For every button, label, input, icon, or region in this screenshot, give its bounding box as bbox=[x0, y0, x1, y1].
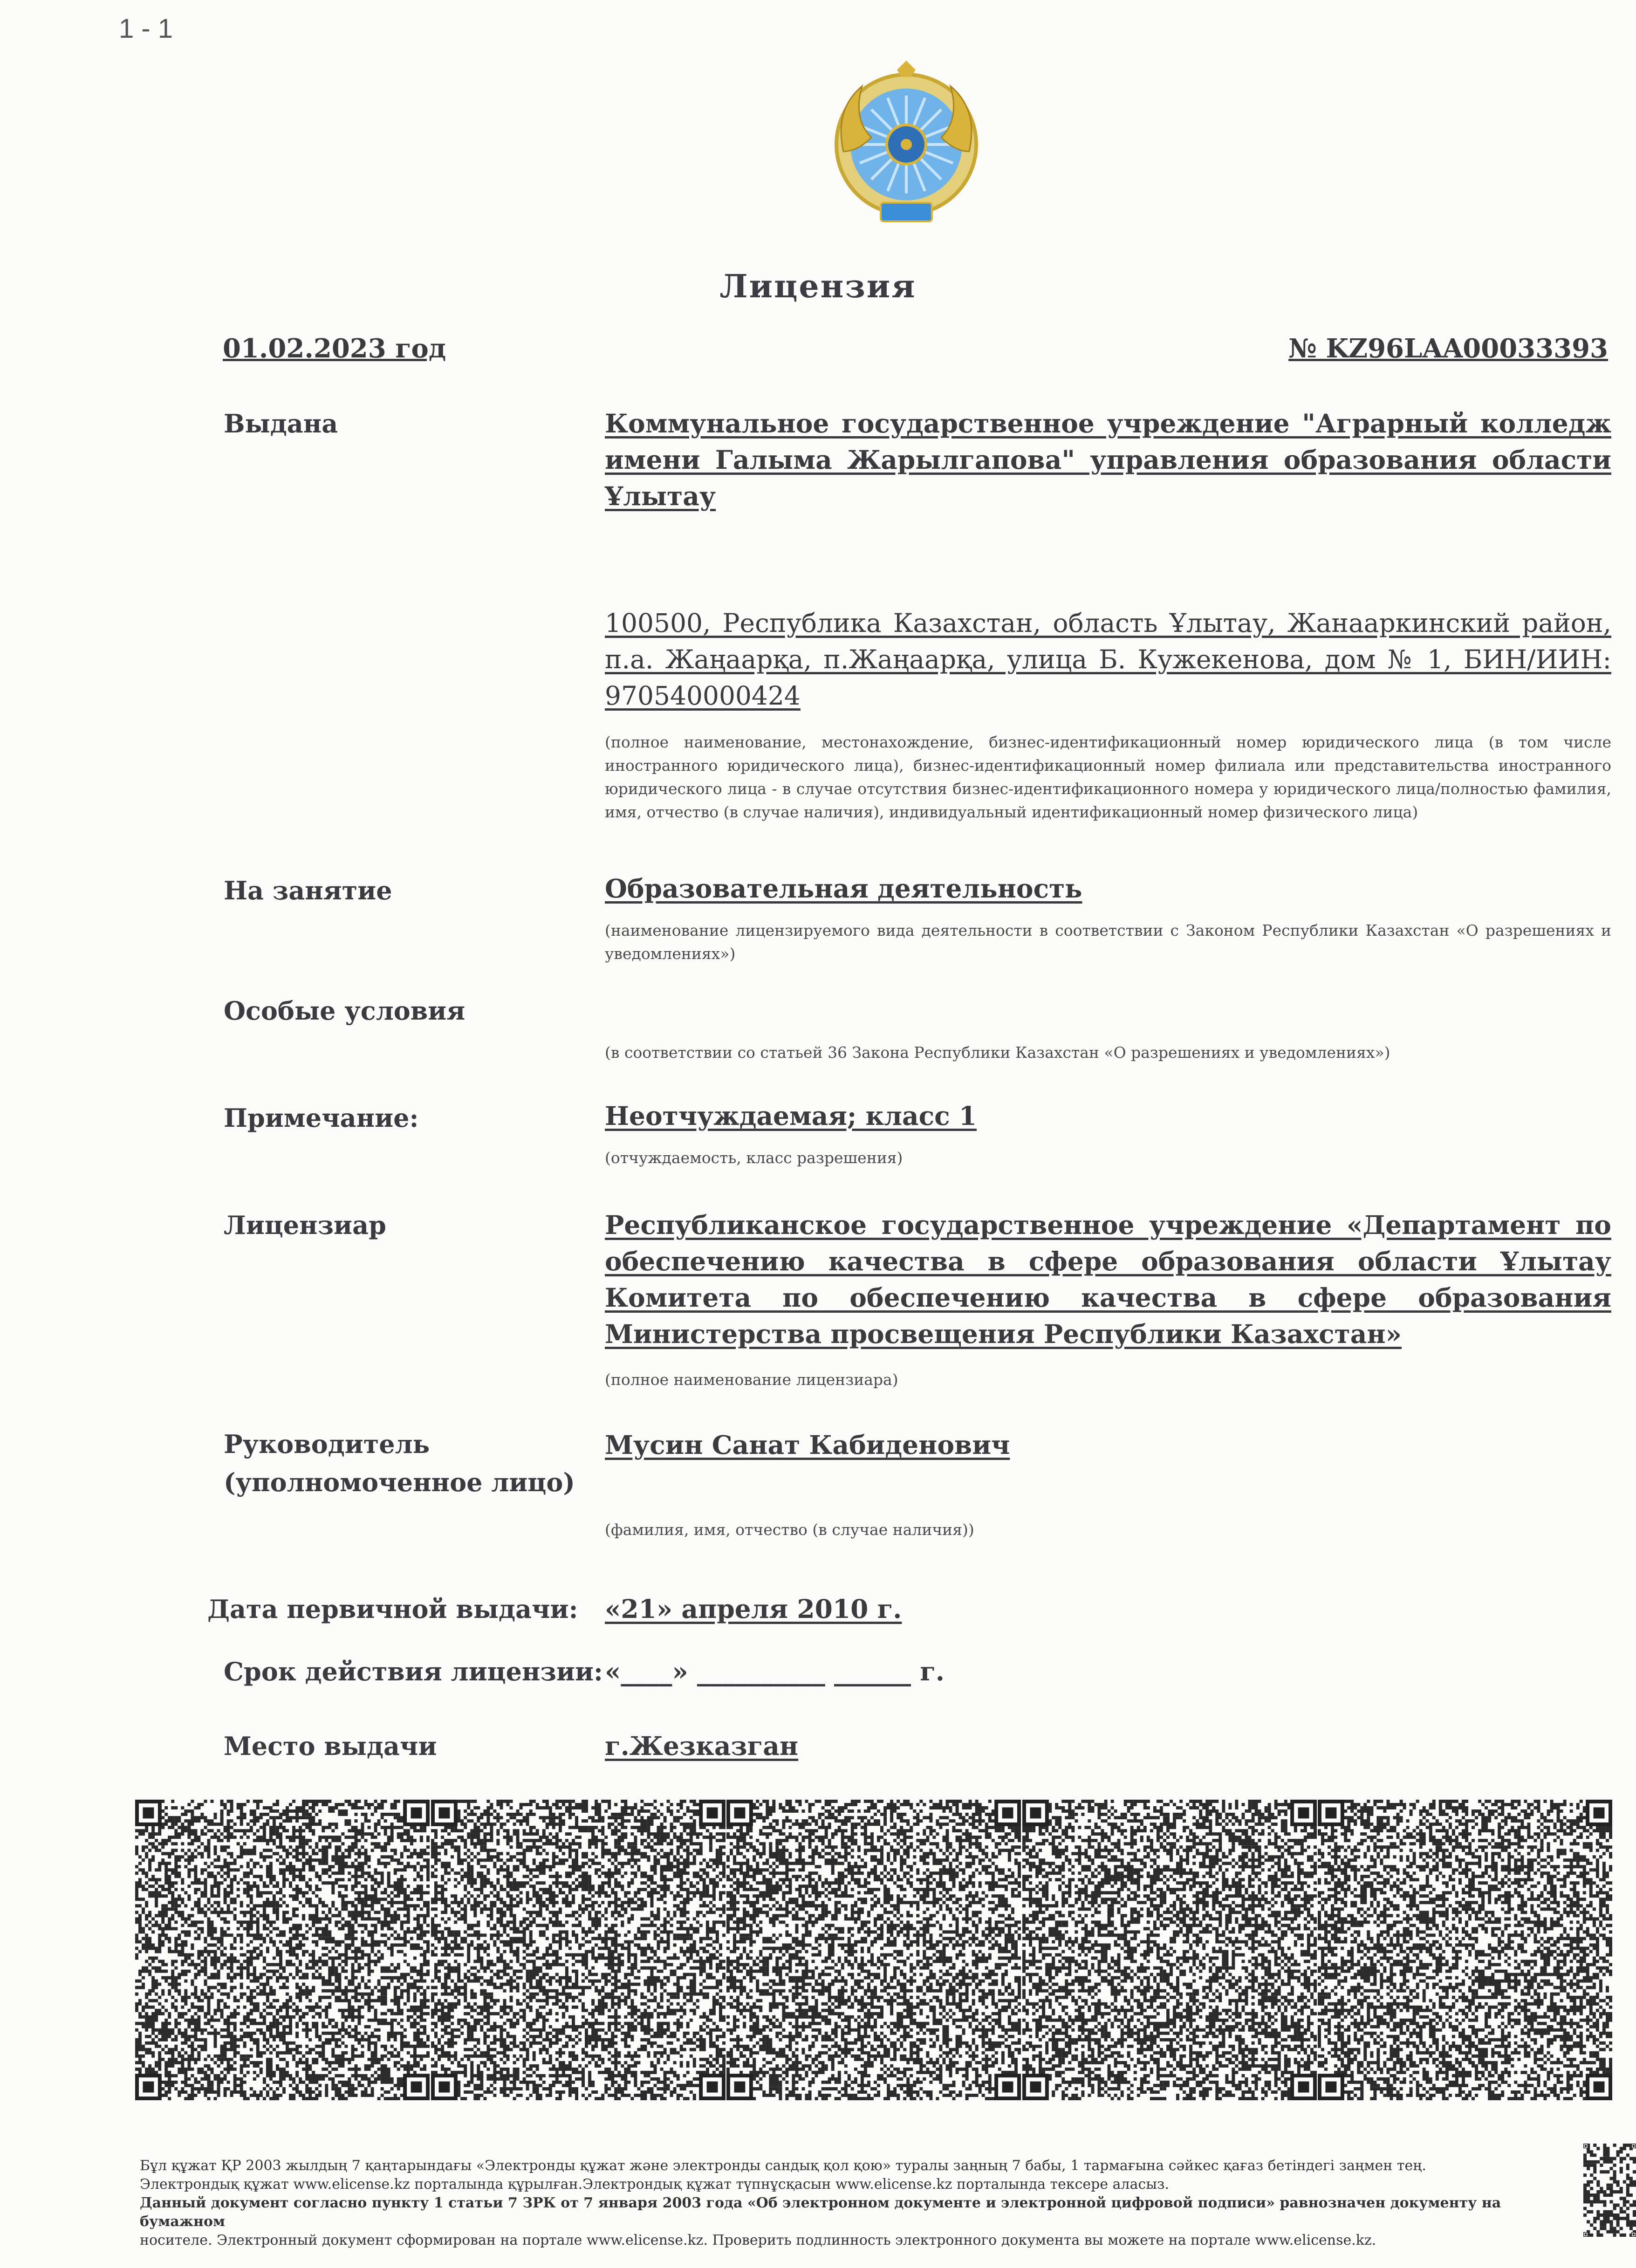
special-conditions-label: Особые условия bbox=[224, 996, 465, 1026]
head-value: Мусин Санат Кабиденович bbox=[605, 1430, 1010, 1460]
state-emblem-icon bbox=[820, 58, 993, 231]
footer-legal-text: Бұл құжат ҚР 2003 жылдың 7 қаңтарындағы «Электронды құжат және электронды сандық қол қою» туралы заңның 7 бабы, 1 тармағына сәйкес қағаз бетіндегі заңмен тең. Электрондық құжат www.elicense.kz порталында құрылған.Электрондық құжат түпнұсқасын www.elicense.kz порталында тексере аласыз. Данный документ согласно пункту 1 статьи 7 ЗРК от 7 января 2003 года «Об электронном документе и электронной цифровой подписи» равнозначен документу на бумажном носителе. Электронный документ сформирован на портале www.elicense.kz. Проверить подлинность электронного документа вы можете на портале www.elicense.kz. bbox=[140, 2158, 1501, 2248]
place-label: Место выдачи bbox=[224, 1731, 437, 1761]
licensor-hint: (полное наименование лицензиара) bbox=[605, 1370, 898, 1389]
document-title: Лицензия bbox=[719, 268, 917, 305]
qr-code bbox=[1318, 1800, 1612, 2100]
licensor-label: Лицензиар bbox=[224, 1210, 386, 1240]
activity-hint: (наименование лицензируемого вида деятельности в соответствии с Законом Республики Казахстан «О разрешениях и уведомлениях») bbox=[605, 921, 1611, 963]
validity-label: Срок действия лицензии: bbox=[224, 1657, 603, 1686]
issued-to-hint: (полное наименование, местонахождение, бизнес-идентификационный номер юридического лица (в том числе иностранного юридического лица), бизнес-идентификационный номер филиала или представительства иностранного юридического лица - в случае отсутствия бизнес-идентификационного номера у юридического лица/полностью фамилия, имя, отчество (в случае наличия), индивидуальный идентификационный номер физического лица) bbox=[605, 733, 1611, 821]
place-value: г.Жезказган bbox=[605, 1731, 799, 1761]
activity-value: Образовательная деятельность bbox=[605, 873, 1082, 904]
note-value: Неотчуждаемая; класс 1 bbox=[605, 1101, 977, 1131]
head-label: Руководитель (уполномоченное лицо) bbox=[224, 1429, 575, 1497]
qr-code bbox=[135, 1800, 430, 2100]
first-issue-label: Дата первичной выдачи: bbox=[207, 1594, 578, 1624]
issued-to-name: Коммунальное государственное учреждение "Аграрный колледж имени Галыма Жарылгапова" управления образования области Ұлытау bbox=[605, 408, 1611, 511]
licensor-value: Республиканское государственное учреждение «Департамент по обеспечению качества в сфере образования области Ұлытау Комитета по обеспечению качества в сфере образования Министерства просвещения Республики Казахстан» bbox=[605, 1210, 1611, 1349]
issued-to-address: 100500, Республика Казахстан, область Ұлытау, Жанааркинский район, п.а. Жаңаарқа, п.Жаңаарқа, улица Б. Кужекенова, дом № 1, БИН/ИИН: 970540000424 bbox=[605, 608, 1611, 711]
qr-code bbox=[431, 1800, 726, 2100]
qr-code bbox=[1022, 1800, 1317, 2100]
page-number: 1 - 1 bbox=[119, 14, 173, 44]
activity-label: На занятие bbox=[224, 876, 392, 905]
note-hint: (отчуждаемость, класс разрешения) bbox=[605, 1149, 903, 1167]
head-hint: (фамилия, имя, отчество (в случае наличия)) bbox=[605, 1521, 974, 1539]
license-number: № KZ96LAA00033393 bbox=[1288, 333, 1608, 364]
first-issue-value: «21» апреля 2010 г. bbox=[605, 1594, 902, 1624]
issue-date: 01.02.2023 год bbox=[223, 333, 446, 364]
validity-value: «____» __________ ______ г. bbox=[605, 1656, 945, 1686]
note-label: Примечание: bbox=[224, 1103, 419, 1133]
special-conditions-hint: (в соответствии со статьей 36 Закона Республики Казахстан «О разрешениях и уведомлениях») bbox=[605, 1043, 1390, 1062]
qr-code-row bbox=[135, 1800, 1612, 2100]
qr-code bbox=[726, 1800, 1021, 2100]
issued-to-label: Выдана bbox=[224, 409, 338, 439]
small-qr-code bbox=[1583, 2144, 1636, 2237]
